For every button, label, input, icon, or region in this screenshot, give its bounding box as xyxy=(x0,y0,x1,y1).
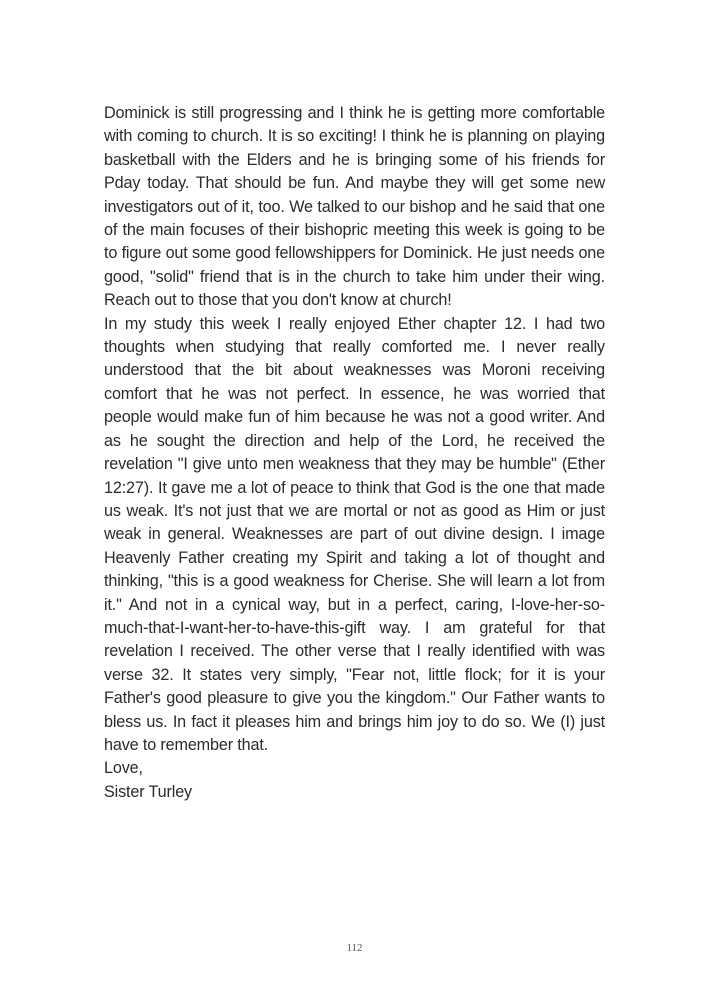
closing-line: Love, xyxy=(104,759,143,778)
letter-body xyxy=(104,102,605,804)
signature-line: Sister Turley xyxy=(104,782,193,801)
page-number: 112 xyxy=(346,942,363,954)
paragraph-ether-study: In my study this week I really enjoyed Ether chapter 12. I had two thoughts when studying that really comforted me. I never really understood that the bit about weaknesses was Moroni receiving comfort that he was not perfect. In essence, he was worried that people would make fun of him because he was not a good writer. And as he sought the direction and help of the Lord, he received the revelation "I give unto men weakness that they may be humble" (Ether 12:27). It gave me a lot of peace to think that God is the one that made us weak. It's not just that we are mortal or not as good as Him or just weak in general. Weaknesses are part of out divine design. I image Heavenly Father creating my Spirit and taking a lot of thought and thinking, "this is a good weakness for Cherise. She will learn a lot from it." And not in a cynical way, but in a perfect, caring, I-love-her-so-much-that-I-want-her-to-have-this-gift way. I am grateful for that revelation I received. The other verse that I really identified with was verse 32. It states very simply, "Fear not, little flock; for it is your Father's good pleasure to give you the kingdom." Our Father wants to bless us. In fact it pleases him and brings him joy to do so. We (I) just have to remember that. xyxy=(104,314,605,754)
paragraph-dominick: Dominick is still progressing and I think he is getting more comfortable with coming to church. It is so exciting! I think he is planning on playing basketball with the Elders and he is bringing some of his friends for Pday today. That should be fun. And maybe they will get some new investigators out of it, too. We talked to our bishop and he said that one of the main focuses of their bishopric meeting this week is going to be to figure out some good fellowshippers for Dominick. He just needs one good, "solid" friend that is in the church to take him under their wing. Reach out to those that you don't know at church! xyxy=(104,104,605,310)
